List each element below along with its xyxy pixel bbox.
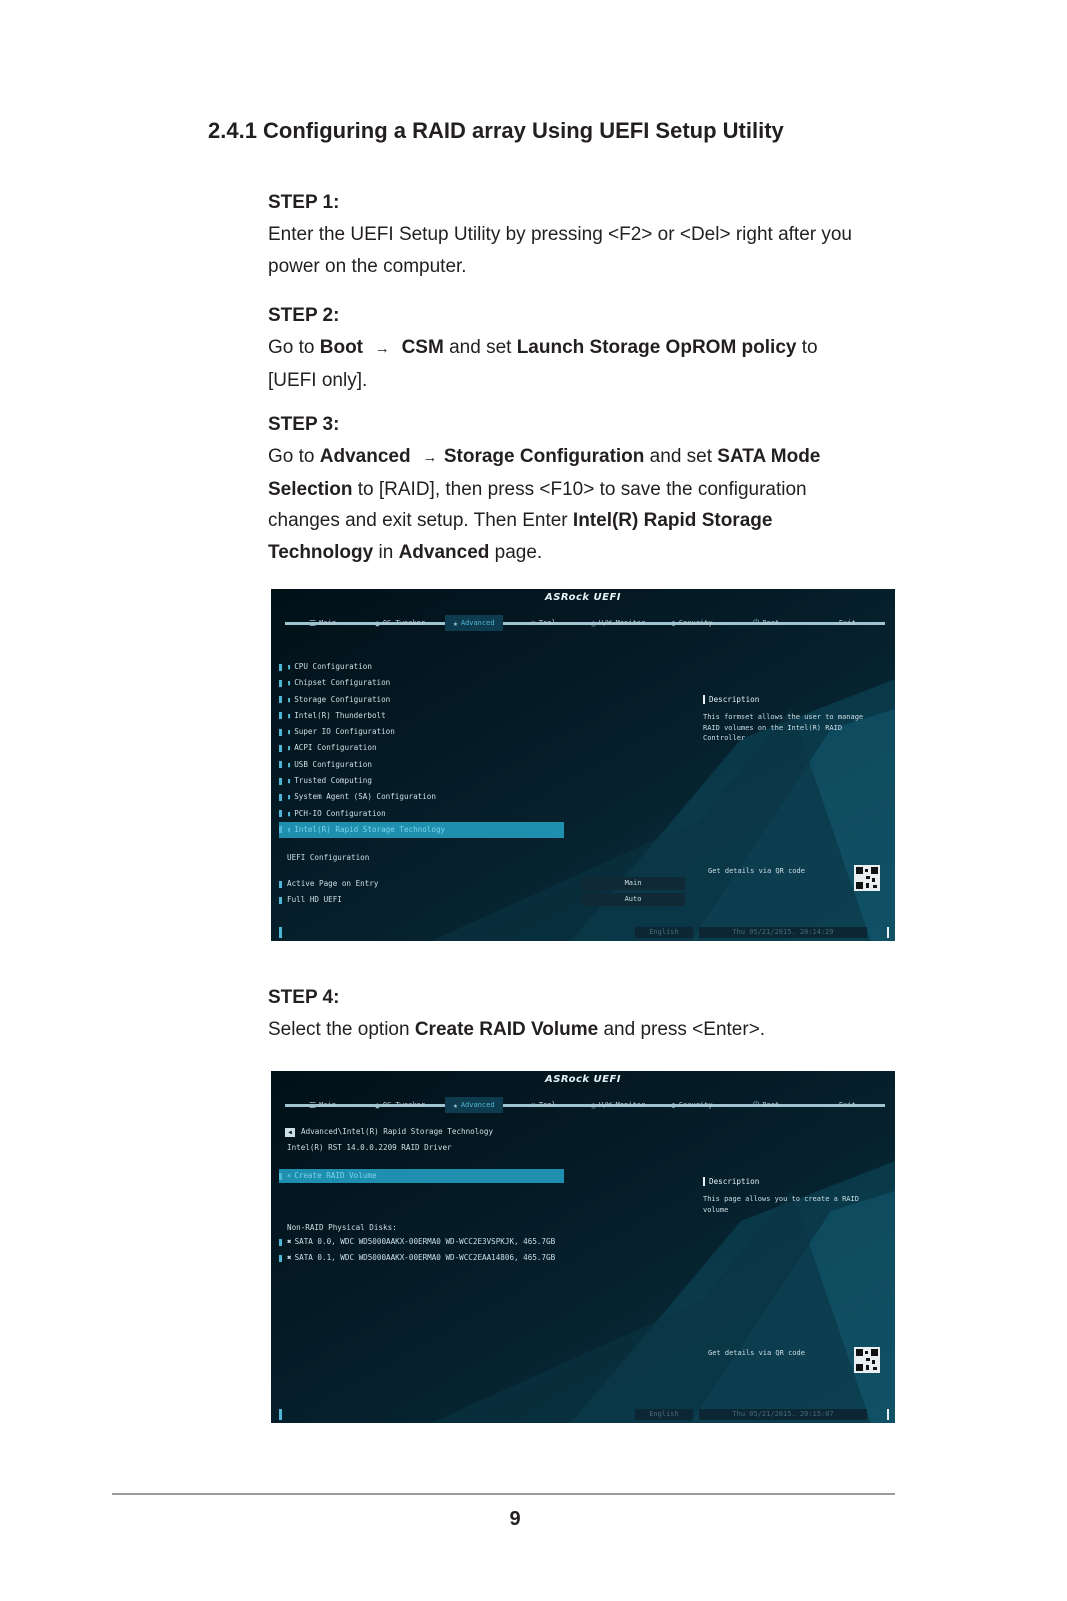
create-raid-volume-item[interactable] <box>279 1169 564 1183</box>
status-footer <box>271 1407 895 1423</box>
menu-item-super-io[interactable] <box>279 724 564 740</box>
back-icon[interactable]: ◀ <box>285 1128 295 1137</box>
breadcrumb <box>285 1127 493 1137</box>
security-icon: ⚙ <box>671 618 676 628</box>
language-selector[interactable]: English <box>635 927 693 938</box>
tab-boot[interactable] <box>753 1097 779 1113</box>
menu-label: CPU Configuration <box>294 662 372 671</box>
folder-icon: ▮ <box>287 711 292 720</box>
tab-label: Exit <box>838 1101 856 1109</box>
folder-icon: ▮ <box>287 679 292 688</box>
step-2 <box>268 302 868 396</box>
folder-icon: ▮ <box>287 744 292 753</box>
tab-main[interactable] <box>309 1097 336 1113</box>
step-text: Go to <box>268 337 320 358</box>
menu-label: Intel(R) Rapid Storage Technology <box>294 824 446 834</box>
menu-label: Trusted Computing <box>294 776 372 786</box>
folder-icon: ▮ <box>287 793 292 802</box>
menu-item-trusted-computing[interactable] <box>279 773 564 789</box>
description-title: Description <box>703 1177 881 1186</box>
qr-label: Get details via QR code <box>708 1349 805 1357</box>
tab-oc-tweaker[interactable] <box>375 1097 425 1113</box>
boot-icon: ⏻ <box>753 1100 760 1109</box>
advanced-icon: ★ <box>453 618 458 628</box>
exit-icon: ⇥ <box>831 618 836 628</box>
driver-version: Intel(R) RST 14.0.0.2209 RAID Driver <box>287 1143 452 1152</box>
tab-label: Tool <box>538 1101 556 1109</box>
brand-logo: ASRock UEFI <box>544 1074 622 1085</box>
tab-security[interactable] <box>671 1097 713 1113</box>
menu-item-acpi[interactable] <box>279 740 564 756</box>
menu-label: Create RAID Volume <box>294 1171 377 1180</box>
menu-label: Intel(R) Thunderbolt <box>294 710 386 720</box>
tool-icon: ✖ <box>287 1237 292 1246</box>
menu-label: ACPI Configuration <box>294 743 377 753</box>
step-text: and set <box>443 337 517 358</box>
menu-term: CSM <box>401 337 444 358</box>
description-title: Description <box>703 695 881 704</box>
oc-tweaker-icon: ● <box>375 618 380 628</box>
folder-icon: ▮ <box>287 809 292 818</box>
tab-hw-monitor[interactable] <box>591 1097 645 1113</box>
tab-label: Boot <box>762 1101 780 1109</box>
menu-label: Chipset Configuration <box>294 678 391 688</box>
tab-tool[interactable] <box>531 1097 556 1113</box>
disks-label: Non-RAID Physical Disks: <box>287 1223 397 1232</box>
folder-icon: ▮ <box>287 695 292 704</box>
page-number: 9 <box>509 1508 521 1530</box>
tool-icon: ✖ <box>287 1253 292 1262</box>
tab-main[interactable] <box>309 615 336 631</box>
disk-label: SATA 0.0, WDC WD5000AAKX-00ERMA0 WD-WCC2E3VSPKJK, 465.7GB <box>294 1237 556 1246</box>
menu-term: Storage Configuration <box>443 446 645 467</box>
date-time: Thu 05/21/2015. 20:15:07 <box>699 1409 867 1420</box>
menu-term: Advanced <box>319 446 411 467</box>
main-icon: ☰ <box>309 1100 317 1110</box>
folder-icon: ▮ <box>287 825 292 834</box>
security-icon: ⚙ <box>671 1100 676 1110</box>
advanced-icon: ★ <box>453 1100 458 1110</box>
hw-monitor-icon: ◔ <box>591 618 596 628</box>
step-text: and press <Enter>. <box>598 1019 766 1040</box>
brand-logo: ASRock UEFI <box>544 592 622 603</box>
step-text: to [RAID], then press <F10> to save the configuration changes and exit setup. Then Enter <box>268 478 807 531</box>
tab-label: OC Tweaker <box>382 619 425 627</box>
section-heading: 2.4.1 Configuring a RAID array Using UEFI Setup Utility <box>208 118 784 143</box>
tab-oc-tweaker[interactable] <box>375 615 425 631</box>
language-selector[interactable]: English <box>635 1409 693 1420</box>
disk-item[interactable] <box>279 1253 555 1262</box>
menu-term: Create RAID Volume <box>414 1019 599 1040</box>
option-active-page[interactable] <box>279 879 378 888</box>
oc-tweaker-icon: ● <box>375 1100 380 1110</box>
step-3 <box>268 411 868 568</box>
tab-label: H/W Monitor <box>598 1101 646 1109</box>
menu-item-storage-configuration[interactable] <box>279 692 564 708</box>
top-nav <box>285 615 885 633</box>
step-text: in <box>373 541 399 563</box>
step-text: Enter the UEFI Setup Utility by pressing <F2> or <Del> right after you power on the computer. <box>268 224 852 277</box>
breadcrumb-text: Advanced\Intel(R) Rapid Storage Technology <box>301 1127 494 1136</box>
tab-hw-monitor[interactable] <box>591 615 645 631</box>
step-text: Select the option <box>268 1019 415 1040</box>
menu-label: USB Configuration <box>294 759 372 769</box>
menu-label: PCH-IO Configuration <box>294 808 386 818</box>
tool-icon: ✖ <box>531 618 536 628</box>
tab-label: Boot <box>762 619 780 627</box>
arrow-icon: → <box>374 340 390 357</box>
tab-label: Advanced <box>460 619 495 627</box>
hw-monitor-icon: ◔ <box>591 1100 596 1110</box>
description-text: This formset allows the user to manage RAID volumes on the Intel(R) RAID Controller <box>703 713 864 742</box>
menu-item-usb[interactable] <box>279 757 564 773</box>
step-text: Go to <box>268 446 320 467</box>
step-text: page. <box>489 541 543 563</box>
tab-label: Security <box>678 1101 713 1109</box>
tab-label: Main <box>319 1101 337 1109</box>
tab-advanced[interactable] <box>445 1097 503 1113</box>
tool-icon: ✖ <box>531 1100 536 1110</box>
folder-icon: ▮ <box>287 728 292 737</box>
step-text: and set <box>644 446 718 467</box>
step-label: STEP 4: <box>268 987 340 1008</box>
tool-icon: ✖ <box>287 1172 292 1180</box>
advanced-menu <box>279 659 564 838</box>
menu-term: SATA Mode Selection <box>268 446 821 500</box>
menu-term: Launch Storage OpROM policy <box>516 337 797 358</box>
description-panel <box>703 695 881 744</box>
active-page-value[interactable]: Main <box>581 877 685 890</box>
tab-exit[interactable] <box>831 1097 856 1113</box>
step-label: STEP 3: <box>268 414 340 435</box>
menu-term: Boot <box>319 337 364 358</box>
menu-label: Storage Configuration <box>294 694 391 704</box>
tab-advanced[interactable] <box>445 615 503 631</box>
date-time: Thu 05/21/2015. 20:14:29 <box>699 927 867 938</box>
folder-icon: ▮ <box>287 663 292 671</box>
folder-icon: ▮ <box>287 777 292 786</box>
tab-label: Main <box>319 619 337 627</box>
menu-label: System Agent (SA) Configuration <box>294 792 436 802</box>
step-label: STEP 2: <box>268 305 340 326</box>
menu-item-chipset-configuration[interactable] <box>279 675 564 691</box>
status-footer <box>271 925 895 941</box>
tab-label: Advanced <box>460 1101 495 1109</box>
tab-label: OC Tweaker <box>382 1101 425 1109</box>
uefi-screenshot-advanced <box>271 589 895 941</box>
arrow-icon: → <box>422 449 438 466</box>
tab-label: H/W Monitor <box>598 619 646 627</box>
menu-item-cpu-configuration[interactable] <box>279 659 564 675</box>
footer-rule <box>112 1493 895 1495</box>
background-art <box>271 1071 895 1423</box>
menu-item-pch-io[interactable] <box>279 806 564 822</box>
folder-icon: ▮ <box>287 760 292 769</box>
menu-term: Advanced <box>398 541 490 563</box>
uefi-screenshot-rst <box>271 1071 895 1423</box>
menu-term: Intel(R) Rapid Storage Technology <box>268 510 773 563</box>
exit-icon: ⇥ <box>831 1100 836 1110</box>
tab-exit[interactable] <box>831 615 856 631</box>
main-icon: ☰ <box>309 618 317 628</box>
menu-label: Super IO Configuration <box>294 727 395 737</box>
step-1 <box>268 189 868 282</box>
qr-code-icon[interactable] <box>854 1347 880 1373</box>
boot-icon: ⏻ <box>753 618 760 627</box>
disk-item[interactable] <box>279 1237 555 1246</box>
menu-item-thunderbolt[interactable] <box>279 708 564 724</box>
tab-label: Security <box>678 619 713 627</box>
option-full-hd[interactable] <box>279 895 342 904</box>
qr-label: Get details via QR code <box>708 867 805 875</box>
option-label: Active Page on Entry <box>287 879 379 888</box>
description-text: This page allows you to create a RAID volume <box>703 1195 859 1214</box>
step-4 <box>268 984 868 1046</box>
menu-item-system-agent[interactable] <box>279 789 564 805</box>
disk-label: SATA 0.1, WDC WD5000AAKX-00ERMA0 WD-WCC2EAA14806, 465.7GB <box>294 1253 556 1262</box>
option-label: Full HD UEFI <box>287 895 342 904</box>
description-panel <box>703 1177 881 1215</box>
full-hd-value[interactable]: Auto <box>581 893 685 906</box>
menu-item-rapid-storage[interactable] <box>279 822 564 838</box>
section-label: UEFI Configuration <box>287 853 370 862</box>
tab-label: Tool <box>538 619 556 627</box>
tab-security[interactable] <box>671 615 713 631</box>
step-text: to [UEFI only]. <box>268 337 818 391</box>
qr-code-icon[interactable] <box>854 865 880 891</box>
step-label: STEP 1: <box>268 192 340 213</box>
tab-boot[interactable] <box>753 615 779 631</box>
tab-label: Exit <box>838 619 856 627</box>
top-nav <box>285 1097 885 1115</box>
tab-tool[interactable] <box>531 615 556 631</box>
